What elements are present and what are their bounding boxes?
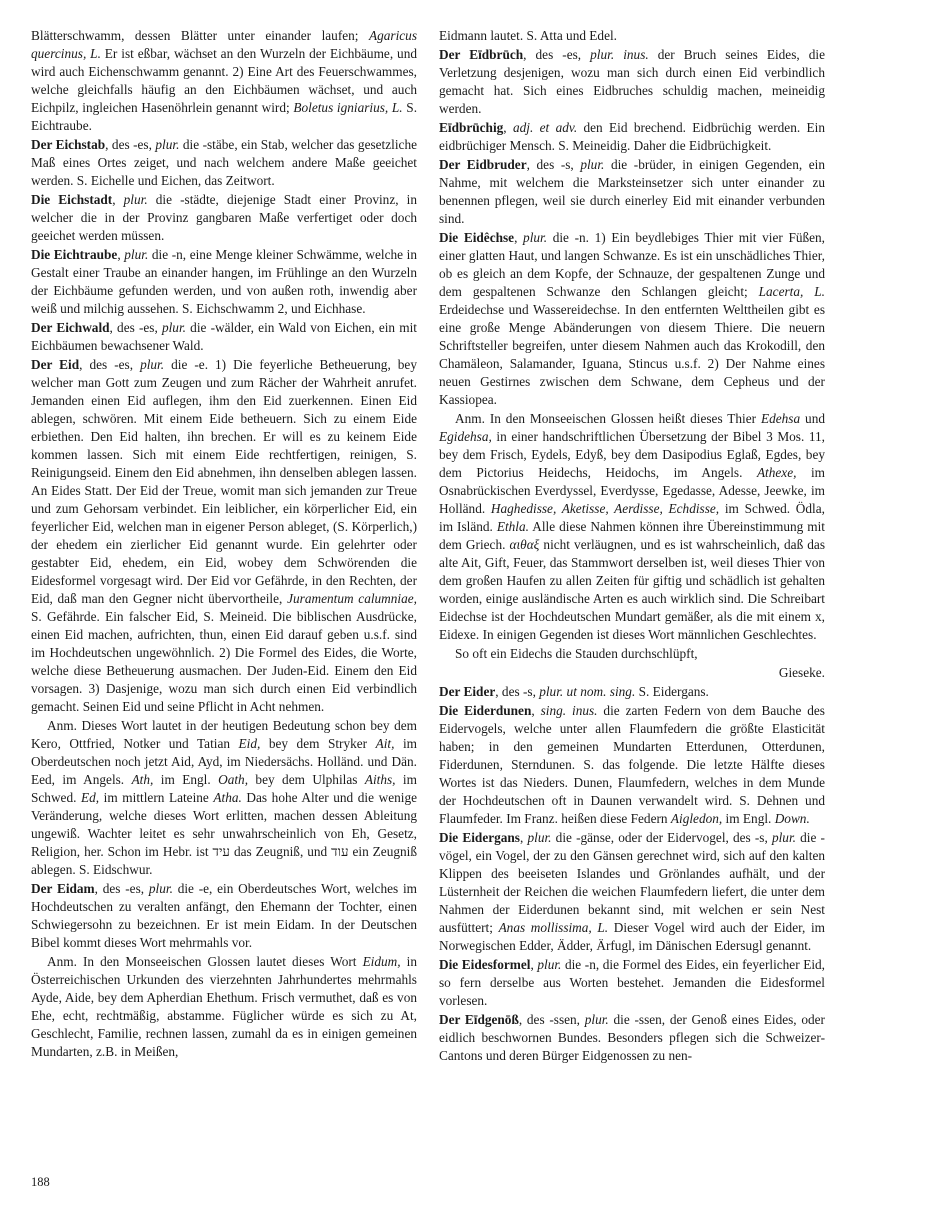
text-run: , des -es, bbox=[523, 47, 591, 62]
text-run: im Oberdeutschen noch jetzt Aid, Ayd, im Niedersächs. Holländ. und Dän. Eed, im Angels. bbox=[31, 736, 417, 787]
text-run: in einer handschriftlichen Übersetzung der Bibel 3 Mos. 11, bey dem Frisch, Eydels, Edyß, bey dem Dasipodius Eglaß, Egdes, bey dem Pictorius Heidechs, Heidochs, im Angels. bbox=[439, 429, 825, 480]
text-run: Anm. In den Monseeischen Glossen heißt dieses Thier bbox=[455, 411, 761, 426]
text-run: Eidmann lautet. S. Atta und Edel. bbox=[439, 28, 618, 43]
headword: Der Eīdgenōß bbox=[439, 1012, 519, 1027]
headword: Eīdbrūchig bbox=[439, 120, 504, 135]
dictionary-entry bbox=[31, 356, 417, 716]
text-run: , des -s, bbox=[495, 684, 540, 699]
italic-term: plur. bbox=[771, 830, 796, 845]
text-run: der Bruch seines Eides, die Verletzung desjenigen, wozu man sich durch einen Eid verbindlich gemacht hat. Sich eines Eidbruches schuldig machen, meineidig werden. bbox=[439, 47, 825, 116]
dictionary-entry bbox=[31, 880, 417, 952]
headword: Der Eid bbox=[31, 357, 80, 372]
headword: Der Eīdbrūch bbox=[439, 47, 524, 62]
text-run: im Osnabrückischen Everdyssel, Everdysse, Egedasse, Adesse, Jeewke, im Holländ. bbox=[439, 465, 825, 516]
text-run: Erdeidechse und Wassereidechse. In den entfernten Welttheilen gibt es eine große Menge Abänderungen von diesem Thiere. Die neuern Schriftsteller begreifen, unter diesem Nahmen auch das Krokodill, den Chamäleon, Salamander, Iguana, Stincus u.s.f. 2) Der Nahme eines neuen Gestirnes zwischen dem Schwane, dem Cepheus und der Kassiopea. bbox=[439, 302, 825, 407]
text-run: , bbox=[112, 192, 124, 207]
headword: Der Eidbruder bbox=[439, 157, 527, 172]
text-run: Gieseke. bbox=[778, 665, 825, 680]
dictionary-entry bbox=[31, 319, 417, 355]
text-run: , des -es, bbox=[109, 320, 162, 335]
text-run: So oft ein Eidechs die Stauden durchschlüpft, bbox=[455, 646, 698, 661]
text-run: die -ssen, der Genoß eines Eides, oder eidlich beschwornen Bundes. Besonders pflegen sich die Schweizer-Cantons und deren Bürger Eidgenossen zu nen- bbox=[439, 1012, 825, 1063]
headword: Der Eider bbox=[439, 684, 496, 699]
italic-term: adj. et adv. bbox=[512, 120, 578, 135]
dictionary-entry bbox=[439, 1011, 825, 1065]
text-run: , des -s, bbox=[526, 157, 581, 172]
text-run: den Eid brechend. Eidbrüchig werden. Ein eidbrüchiger Mensch. S. Meineidig. Daher die Eidbrüchigkeit. bbox=[439, 120, 825, 153]
text-run: im mittlern Lateine bbox=[99, 790, 214, 805]
text-run: S. Eidergans. bbox=[635, 684, 709, 699]
italic-term: plur. bbox=[155, 137, 180, 152]
quote-author bbox=[439, 664, 825, 682]
dictionary-entry bbox=[439, 229, 825, 409]
hebrew-word: עוד bbox=[331, 844, 349, 859]
text-run: , bbox=[514, 230, 524, 245]
italic-term: Haghedisse, Aketisse, Aerdisse, Echdisse, bbox=[490, 501, 720, 516]
italic-term: Down. bbox=[774, 811, 810, 826]
text-run: die -wälder, ein Wald von Eichen, ein mit Eichbäumen bewachsener Wald. bbox=[31, 320, 417, 353]
text-run: in Österreichischen Urkunden des vierzehnten Jahrhundertes mehrmahls Ayde, Aide, bey dem Apherdian Ehethum. Frisch vermuthet, daß es von Ehe, echt, rechtmäßig, abstamme. Füglicher würde es sich zu At, Geschlecht, Familie, rechnen lassen, zumahl da es in einigen gemeinen Mundarten, z.B. in Meißen, bbox=[31, 954, 418, 1059]
italic-term: plur. ut nom. sing. bbox=[539, 684, 636, 699]
text-run: im Engl. bbox=[722, 811, 775, 826]
text-run: Alle diese Nahmen können ihre Übereinstimmung mit dem Griech. bbox=[439, 519, 825, 552]
italic-term: plur. bbox=[124, 247, 149, 262]
italic-term: plur. bbox=[148, 881, 173, 896]
text-run: , des -ssen, bbox=[518, 1012, 585, 1027]
italic-term: Eidum, bbox=[362, 954, 401, 969]
text-run: die -n, die Formel des Eides, ein feyerlicher Eid, so fern derselbe aus Worten bestehet. Jemanden die Eidesformel vorlesen. bbox=[439, 957, 825, 1008]
dictionary-entry bbox=[439, 119, 825, 155]
italic-term: Lacerta, L. bbox=[758, 284, 825, 299]
dictionary-entry bbox=[31, 191, 417, 245]
italic-term: plur. bbox=[140, 357, 165, 372]
text-run: die -e. 1) Die feyerliche Betheuerung, bey welcher man Gott zum Zeugen und zum Rächer der Wahrheit anrufet. Jemanden einen Eid auflegen, ihm den Eid zuerkennen. Einen Eid ablegen, schwören. Mit einem Eide betheuern. Sich zu einem Eide erbiethen. Den Eid halten, ihn brechen. Er will es zu keinem Eide kommen lassen. Sich mit einem Eide rechtfertigen, reinigen, S. Reinigungseid. Einem den Eid abnehmen, ihn denselben ablegen lassen. An Eides Statt. Der Eid der Treue, womit man sich jemanden zur Treue und zum Gehorsam verbindet. Ein leiblicher, ein körperlicher Eid, ein feyerlicher Eid, welchen man in eigener Person ableget, (S. Körperlich,) der ehedem ein zierlicher Eid genannt wurde. Ein gelehrter oder gestabter Eid, ehedem, ein Eid, wobey dem Schwörenden die Eidesformel vorgesagt wird. Der Eid vor Gefährde, in den Rechten, der Eid, daß man den Gegner nicht übervortheile, bbox=[31, 357, 417, 606]
dictionary-entry bbox=[31, 246, 417, 318]
italic-term: plur. bbox=[161, 320, 186, 335]
text-run: und bbox=[800, 411, 825, 426]
italic-term: Aigledon, bbox=[670, 811, 723, 826]
headword: Die Eichstadt bbox=[31, 192, 113, 207]
italic-term: Juramentum calumniae, bbox=[287, 591, 418, 606]
verse-quote bbox=[439, 645, 825, 663]
italic-term: Agaricus quercinus, L. bbox=[31, 28, 417, 61]
italic-term: Ath, bbox=[131, 772, 154, 787]
italic-term: Athexe, bbox=[756, 465, 797, 480]
text-run: , bbox=[531, 703, 541, 718]
text-run: , des -es, bbox=[94, 881, 149, 896]
text-run: , des -es, bbox=[105, 137, 156, 152]
text-run: im Engl. bbox=[153, 772, 219, 787]
italic-term: Ethla. bbox=[496, 519, 529, 534]
headword: Die Eiderdunen bbox=[439, 703, 532, 718]
text-run: die -städte, diejenige Stadt einer Provinz, in welcher die in der Provinz gangbaren Maße verfertiget oder doch geeichet werden müssen. bbox=[31, 192, 417, 243]
text-run: S. Eichtraube. bbox=[31, 100, 418, 133]
italic-term: Edehsa bbox=[760, 411, 801, 426]
italic-term: plur. bbox=[537, 957, 562, 972]
annotation-paragraph bbox=[31, 953, 417, 1061]
italic-term: plur. inus. bbox=[590, 47, 649, 62]
headword: Die Eichtraube bbox=[31, 247, 118, 262]
dictionary-entry bbox=[439, 829, 825, 955]
headword: Die Eidergans bbox=[439, 830, 520, 845]
italic-term: Atha. bbox=[213, 790, 242, 805]
text-run: , bbox=[503, 120, 513, 135]
headword: Der Eidam bbox=[31, 881, 95, 896]
text-run: die -stäbe, ein Stab, welcher das gesetzliche Maß eines Ortes zeiget, und nach welchem andere Maße geeichet werden. S. Eichelle und Eichen, das Zeitwort. bbox=[31, 137, 417, 188]
italic-term: Ait, bbox=[375, 736, 395, 751]
italic-term: Boletus igniarius, L. bbox=[293, 100, 403, 115]
text-run: die zarten Federn von dem Bauche des Eidervogels, welche unter allen Flaumfedern die größte Elasticität haben; in den gemeinen Mundarten Etterdunen, Otterdunen, Fiderdunen, Sterndunen. S. das folgende. Die letzte Hälfte dieses Wortes ist das Nieders. Dunen, Flaumfedern, welches in dem Munde der Hochdeutschen oft in Daunen verwandelt wird. S. Dehnen und Flaumfeder. Im Franz. heißen diese Federn bbox=[439, 703, 825, 826]
italic-term: plur. bbox=[580, 157, 605, 172]
italic-term: plur. bbox=[527, 830, 552, 845]
text-run: , bbox=[117, 247, 125, 262]
text-run: bey dem Ulphilas bbox=[248, 772, 365, 787]
annotation-paragraph bbox=[31, 717, 417, 879]
dictionary-entry bbox=[439, 702, 825, 828]
text-run: im Schwed. bbox=[31, 772, 417, 805]
text-run: die -gänse, oder der Eidervogel, des -s, bbox=[551, 830, 772, 845]
italic-term: plur. bbox=[523, 230, 548, 245]
headword: Der Eichstab bbox=[31, 137, 106, 152]
italic-term: Ed, bbox=[81, 790, 100, 805]
headword: Die Eidesformel bbox=[439, 957, 531, 972]
hebrew-word: עיד bbox=[212, 844, 230, 859]
continued-text bbox=[439, 27, 825, 45]
text-run: im Schwed. Ödla, im Isländ. bbox=[439, 501, 825, 534]
text-run: Anm. In den Monseeischen Glossen lautet dieses Wort bbox=[47, 954, 363, 969]
text-run: Er ist eßbar, wächset an den Wurzeln der Eichbäume, und wird auch Eichenschwamm genannt. 2) Eine Art des Feuerschwammes, welche gleichfalls häufig an den Eichbäumen wächset, und auch Eichpilz, ingleichen Hasenöhrlein genannt wird; bbox=[31, 46, 417, 115]
text-run: , des -es, bbox=[79, 357, 141, 372]
text-run: die -n. 1) Ein beydlebiges Thier mit vier Füßen, einer glatten Haut, und langen Schwanze. Es ist ein unschädliches Thier, ob es gleich an dem Kopfe, der Schnauze, der gespaltenen Zunge und dem gespaltenen Schwanze den Schlangen gleicht; bbox=[439, 230, 826, 299]
headword: Die Eidêchse bbox=[439, 230, 515, 245]
page-number: 188 bbox=[31, 1175, 50, 1189]
text-run: S. Gefährde. Ein falscher Eid, S. Meineid. Die biblischen Ausdrücke, einen Eid machen, aufrichten, thun, einen Eid darauf geben u.s.f. sind im Hochdeutschen ungewöhnlich. 2) Die Formel des Eides, die Worte, welche diese Betheuerung ausmachen. Der Juden-Eid. Einem den Eid vorsagen. 3) Dasjenige, wozu man sich durch einen Eid verbindlich gemacht. Seinen Eid und seine Pflicht in Acht nehmen. bbox=[31, 609, 417, 714]
italic-term: Aiths, bbox=[364, 772, 396, 787]
italic-term: plur. bbox=[123, 192, 148, 207]
text-run: das Zeugniß, und bbox=[229, 844, 332, 859]
dictionary-entry bbox=[439, 956, 825, 1010]
text-run: die -brüder, in einigen Gegenden, ein Nahme, mit welchem die Marksteinsetzer sich unter einander zu benennen pflegen, weil sie durch einerley Eid mit einander verbunden sind. bbox=[439, 157, 825, 226]
continued-text bbox=[31, 27, 417, 135]
text-run: , bbox=[530, 957, 538, 972]
text-run: Anm. Dieses Wort lautet in der heutigen Bedeutung schon bey dem Kero, Ottfried, Notker und Tatian bbox=[31, 718, 417, 751]
annotation-paragraph bbox=[439, 410, 825, 644]
text-run: die -vögel, ein Vogel, der zu den Gänsen gerechnet wird, sich auf den kalten Klippen des beeiseten Islandes und Grönlandes aufhält, und der Lüsternheit der Reichen die weichen Flaumfedern liefert, die unter dem Nahmen der Eiderdunen bekannt sind, mit welchen er sein Nest ausfüttert; bbox=[439, 830, 825, 935]
headword: Der Eichwald bbox=[31, 320, 110, 335]
text-run: die -n, eine Menge kleiner Schwämme, welche in Gestalt einer Traube an einander hangen, im Frühlinge an den Wurzeln der Eichbäume gefunden werden, und von außen roth, inwendig aber weiß und milchig aussehen. S. Eichschwamm 2, und Eichhase. bbox=[31, 247, 417, 316]
dictionary-entry bbox=[439, 156, 825, 228]
italic-term: Eid, bbox=[238, 736, 261, 751]
italic-term: Egidehsa, bbox=[439, 429, 492, 444]
italic-term: plur. bbox=[584, 1012, 609, 1027]
dictionary-entry bbox=[31, 136, 417, 190]
left-column bbox=[31, 27, 417, 1062]
dictionary-entry bbox=[439, 46, 825, 118]
text-run: Dieser Vogel wird auch der Eider, im Norwegischen Edder, Ädder, Ärfugl, im Dänischen Edersugl genannt. bbox=[439, 920, 826, 953]
text-run: ein Zeugniß ablegen. S. Eidschwur. bbox=[31, 844, 417, 877]
italic-term: sing. inus. bbox=[540, 703, 598, 718]
text-run: Blätterschwamm, dessen Blätter unter einander laufen; bbox=[31, 28, 369, 43]
italic-term: Anas mollissima, L. bbox=[498, 920, 609, 935]
text-run: , bbox=[520, 830, 528, 845]
text-run: bey dem Stryker bbox=[260, 736, 376, 751]
text-run: Das hohe Alter und die wenige Veränderung, welche dieses Wort erlitten, machen dessen Ableitung ungewiß. Wachter leitet es sehr unwahrscheinlich von Eh, Gesetz, Religion, her. Schon im Hebr. ist bbox=[31, 790, 417, 859]
text-run: nicht verläugnen, und es ist wahrscheinlich, daß das alte Ait, Gift, Feuer, das Stammwort derselben ist, weil dieses Thier von dem großen Haufen zu allen Zeiten für giftig und schädlich ist gehalten worden, einige ausländische Arten es auch wirklich sind. Die Schreibart Eidechse ist der Hochdeutschen Mundart gemäßer, als die mit einem x, Eidexe. In einigen Gegenden ist dieses Wort männlichen Geschlechtes. bbox=[439, 537, 825, 642]
right-column bbox=[439, 27, 825, 1066]
dictionary-entry bbox=[439, 683, 825, 701]
italic-term: αιθαξ bbox=[509, 537, 540, 552]
italic-term: Oath, bbox=[218, 772, 249, 787]
text-run: die -e, ein Oberdeutsches Wort, welches im Hochdeutschen zu veralten anfängt, den Ehemann der Tochter, einen Schwiegersohn zu bezeichnen. Er ist mein Eidam. In der Deutschen Bibel kommt dieses Wort mehrmahls vor. bbox=[31, 881, 417, 950]
